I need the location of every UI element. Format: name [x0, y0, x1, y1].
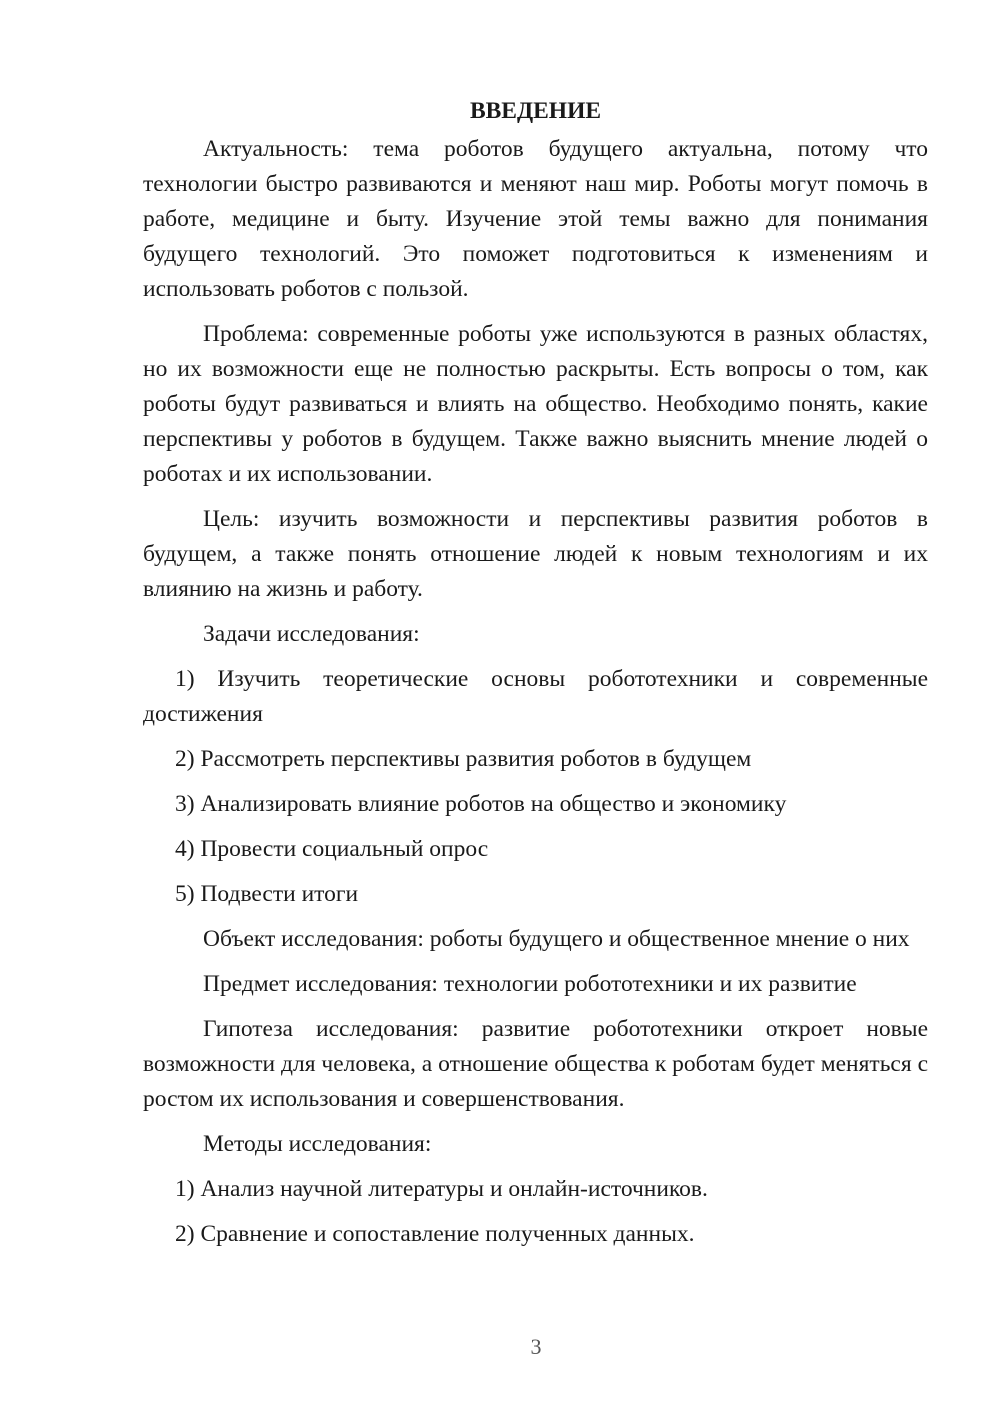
object-paragraph: Объект исследования: роботы будущего и общественное мнение о них: [203, 926, 910, 952]
page-title: ВВЕДЕНИЕ: [469, 98, 602, 124]
hypothesis-paragraph: Гипотеза исследования: развитие робототехники откроет новые возможности для человека, а отношение общества к роботам будет меняться с ростом их использования и совершенствования.: [143, 1016, 928, 1112]
relevance-paragraph: Актуальность: тема роботов будущего актуальна, потому что технологии быстро развиваются и меняют наш мир. Роботы могут помочь в работе, медицине и быту. Изучение этой темы важно для понимания будущего технологий. Это поможет подготовиться к изменениям и использовать роботов с пользой.: [143, 136, 928, 302]
methods-title: Методы исследования:: [203, 1131, 432, 1157]
page-number: 3: [530, 1334, 542, 1359]
subject-paragraph: Предмет исследования: технологии робототехники и их развитие: [203, 971, 857, 997]
page-content: [143, 94, 928, 1262]
problem-paragraph: Проблема: современные роботы уже используются в разных областях, но их возможности еще не полностью раскрыты. Есть вопросы о том, как роботы будут развиваться и влиять на общество. Необходимо понять, какие перспективы у роботов в будущем. Также важно выяснить мнение людей о роботах и их использовании.: [143, 321, 928, 487]
method-item: 1) Анализ научной литературы и онлайн-источников.: [175, 1176, 708, 1202]
tasks-title: Задачи исследования:: [203, 621, 420, 647]
method-item: 2) Сравнение и сопоставление полученных данных.: [175, 1221, 695, 1247]
task-item: 3) Анализировать влияние роботов на общество и экономику: [175, 791, 787, 817]
goal-paragraph: Цель: изучить возможности и перспективы развития роботов в будущем, а также понять отношение людей к новым технологиям и их влиянию на жизнь и работу.: [143, 506, 928, 602]
task-item: 5) Подвести итоги: [175, 881, 359, 907]
task-item: 4) Провести социальный опрос: [175, 836, 489, 862]
task-item: 2) Рассмотреть перспективы развития роботов в будущем: [175, 746, 752, 772]
task-item: 1) Изучить теоретические основы робототехники и современные достижения: [143, 666, 928, 727]
